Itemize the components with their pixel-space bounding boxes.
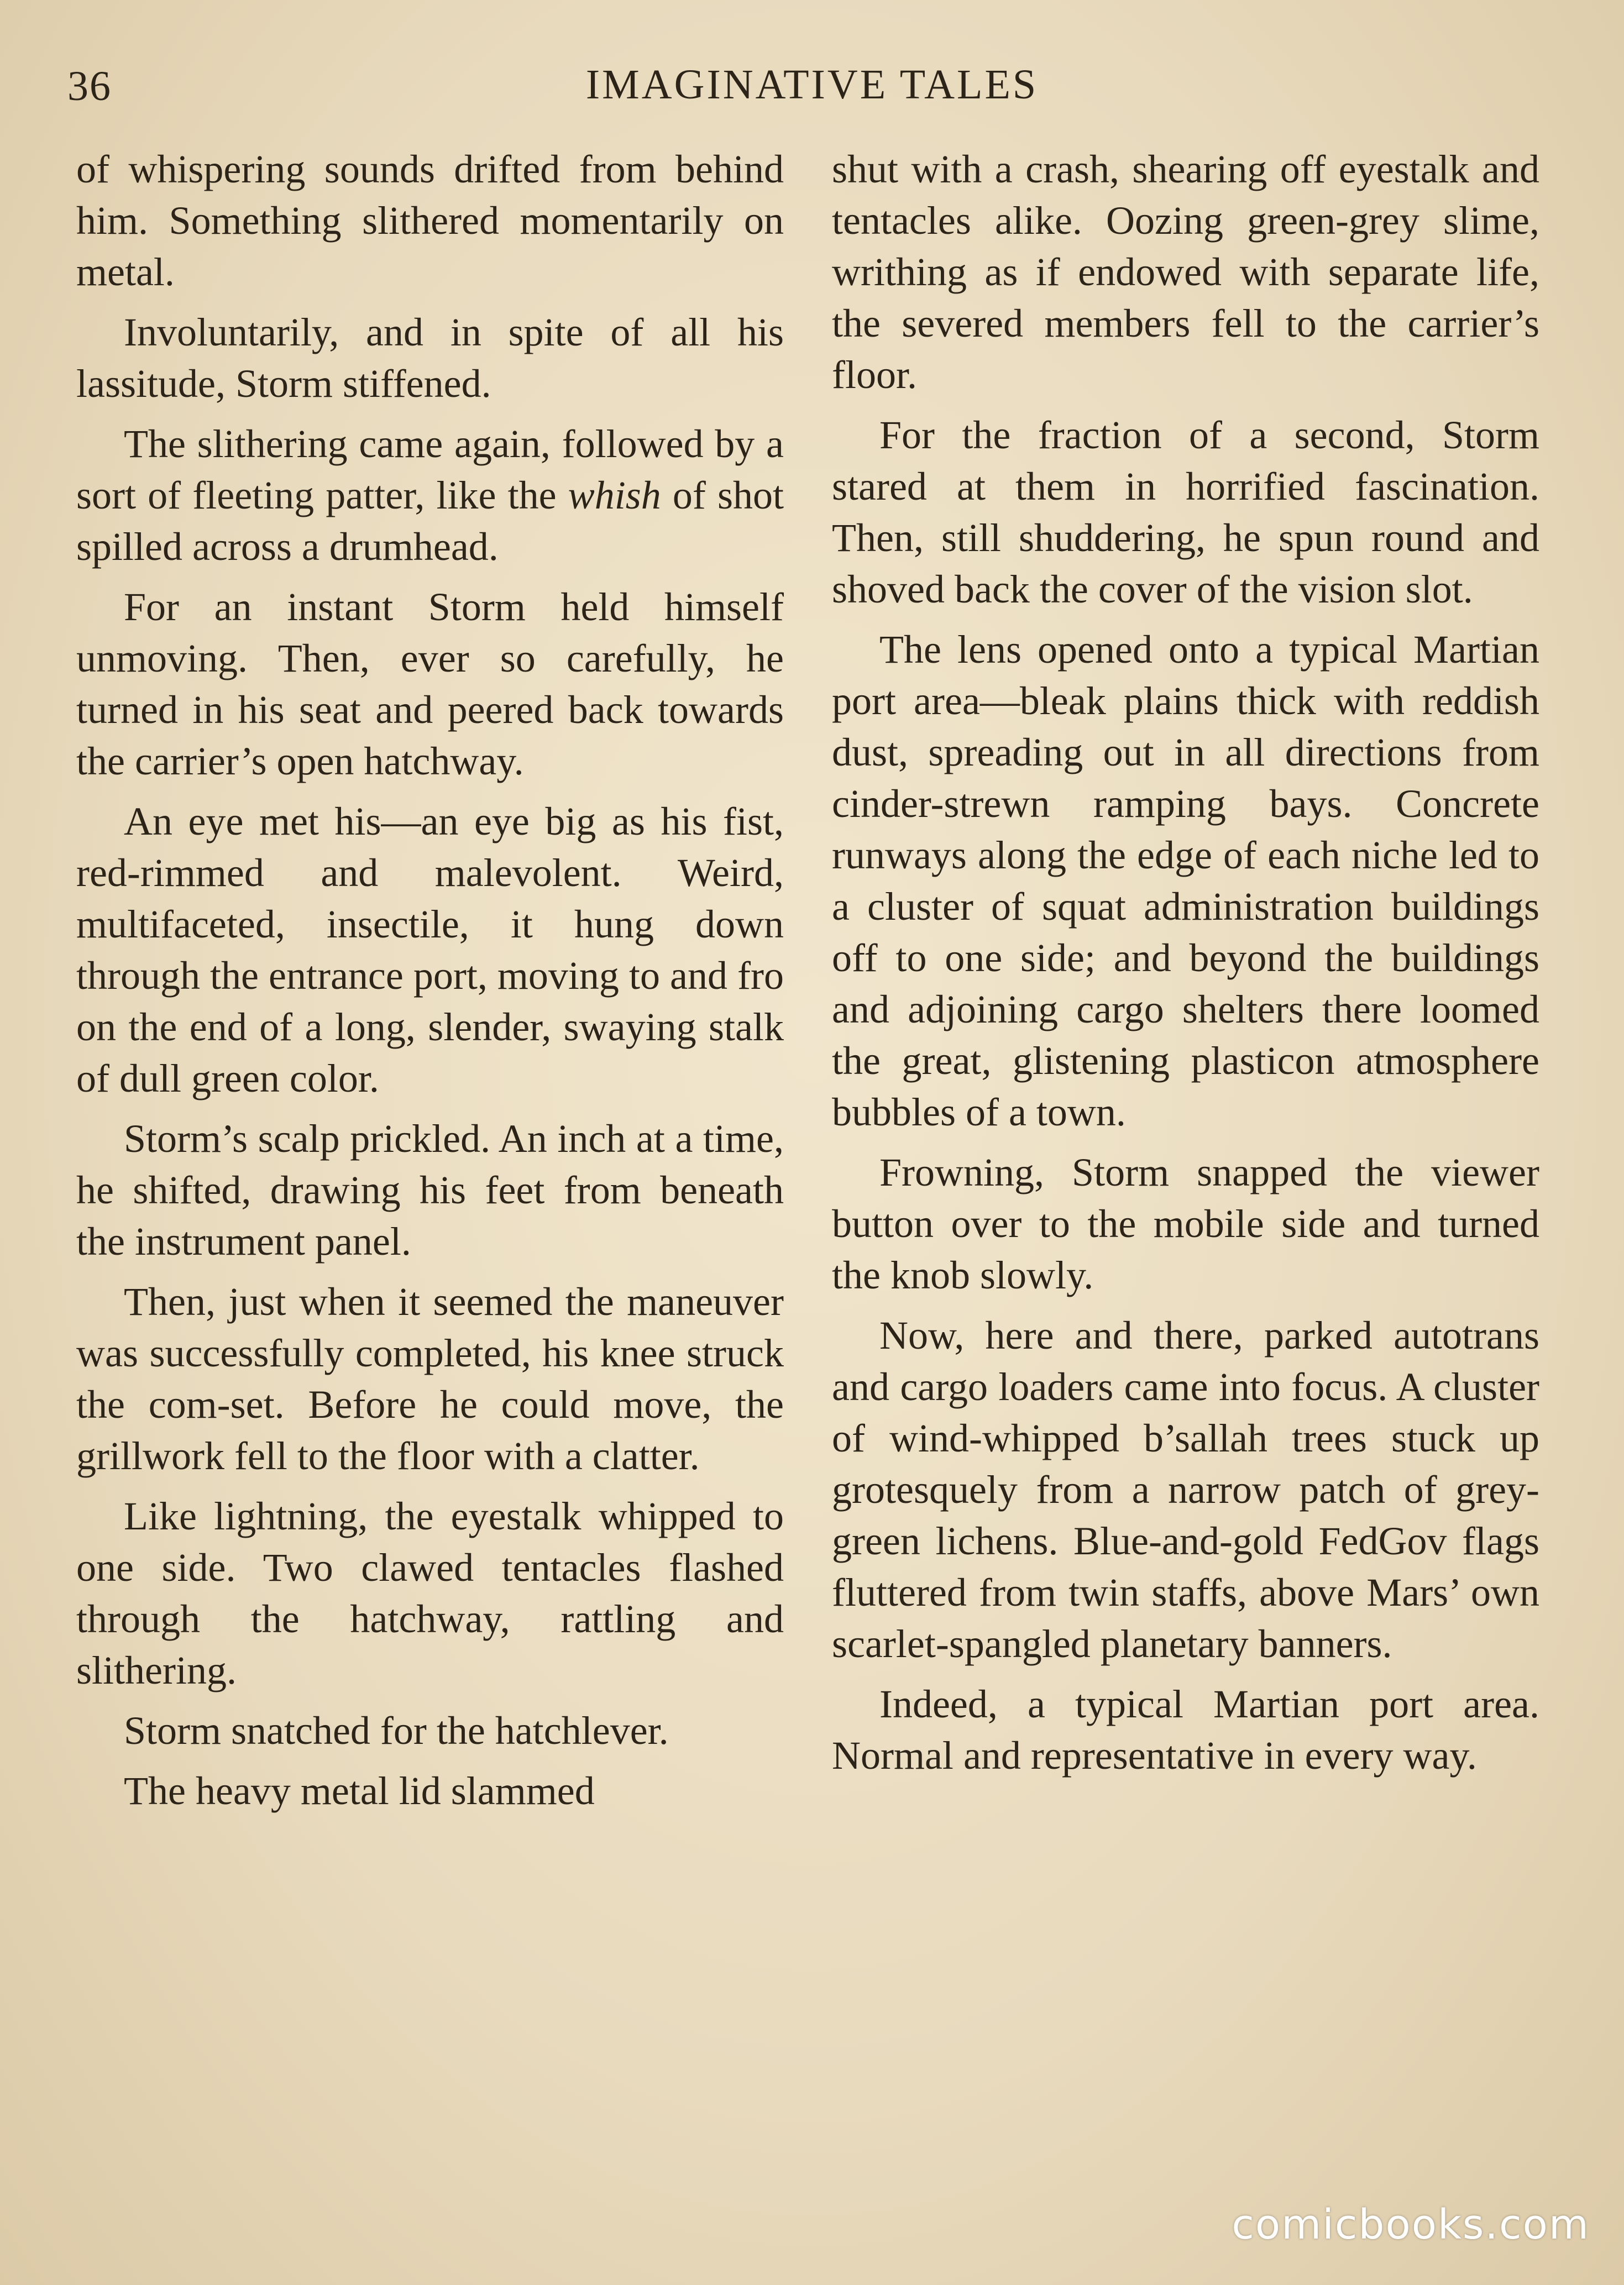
paragraph: [76, 418, 784, 573]
paragraph: Storm’s scalp prickled. An inch at a time, he shifted, drawing his feet from beneath the instrument panel.: [76, 1117, 784, 1264]
paragraph: Frowning, Storm snapped the viewer button over to the mobile side and turned the knob slowly.: [832, 1150, 1539, 1297]
paragraph: Involuntarily, and in spite of all his lassitude, Storm stiffened.: [76, 310, 784, 406]
paragraph: Indeed, a typical Martian port area. Normal and representative in every way.: [832, 1682, 1539, 1778]
right-text-column: [832, 144, 1539, 1790]
paragraph-text: The slithering came again, followed by a sort of fleeting patter, like the: [76, 422, 784, 517]
paragraph: Storm snatched for the hatchlever.: [124, 1708, 669, 1753]
paragraph: For an instant Storm held himself unmoving. Then, ever so carefully, he turned in his seat and peered back towards the carrier’s open hatchway.: [76, 585, 784, 783]
paragraph: shut with a crash, shearing off eyestalk and tentacles alike. Oozing green-grey slime, writhing as if endowed with separate life, the severed members fell to the carrier’s floor.: [832, 147, 1539, 397]
watermark: comicbooks.com: [1232, 2201, 1590, 2249]
page-number: 36: [67, 63, 112, 109]
italic-word: whish: [568, 473, 661, 517]
paragraph: For the fraction of a second, Storm stared at them in horrified fascination. Then, still shuddering, he spun round and shoved back the cover of the vision slot.: [832, 413, 1539, 611]
paragraph: The lens opened onto a typical Martian port area—bleak plains thick with reddish dust, spreading out in all directions from cinder-strewn ramping bays. Concrete runways along the edge of each niche led to a cluster of squat administration buildings off to one side; and beyond the buildings and adjoining cargo shelters there loomed the great, glistening plasticon atmosphere bubbles of a town.: [832, 627, 1539, 1134]
paragraph: Like lightning, the eyestalk whipped to one side. Two clawed tentacles flashed through the hatchway, rattling and slithering.: [76, 1494, 784, 1692]
paragraph: Now, here and there, parked autotrans and cargo loaders came into focus. A cluster of wind-whipped b’sallah trees stuck up grotesquely from a narrow patch of grey-green lichens. Blue-and-gold FedGov flags fluttered from twin staffs, above Mars’ own scarlet-spangled planetary banners.: [832, 1313, 1539, 1666]
paragraph: Then, just when it seemed the maneuver was successfully completed, his knee struck the com-set. Before he could move, the grillwork fell to the floor with a clatter.: [76, 1280, 784, 1478]
running-head-title: IMAGINATIVE TALES: [585, 61, 1039, 108]
paragraph: The heavy metal lid slammed: [124, 1769, 595, 1813]
left-text-column: [76, 144, 784, 1826]
paragraph: An eye met his—an eye big as his fist, red-rimmed and malevolent. Weird, multifaceted, insectile, it hung down through the entrance port, moving to and fro on the end of a long, slender, swaying stalk of dull green color.: [76, 799, 784, 1100]
paragraph: of whispering sounds drifted from behind him. Something slithered momentarily on metal.: [76, 147, 784, 294]
paragraph-text: of shot spilled across a drumhead.: [76, 473, 784, 569]
